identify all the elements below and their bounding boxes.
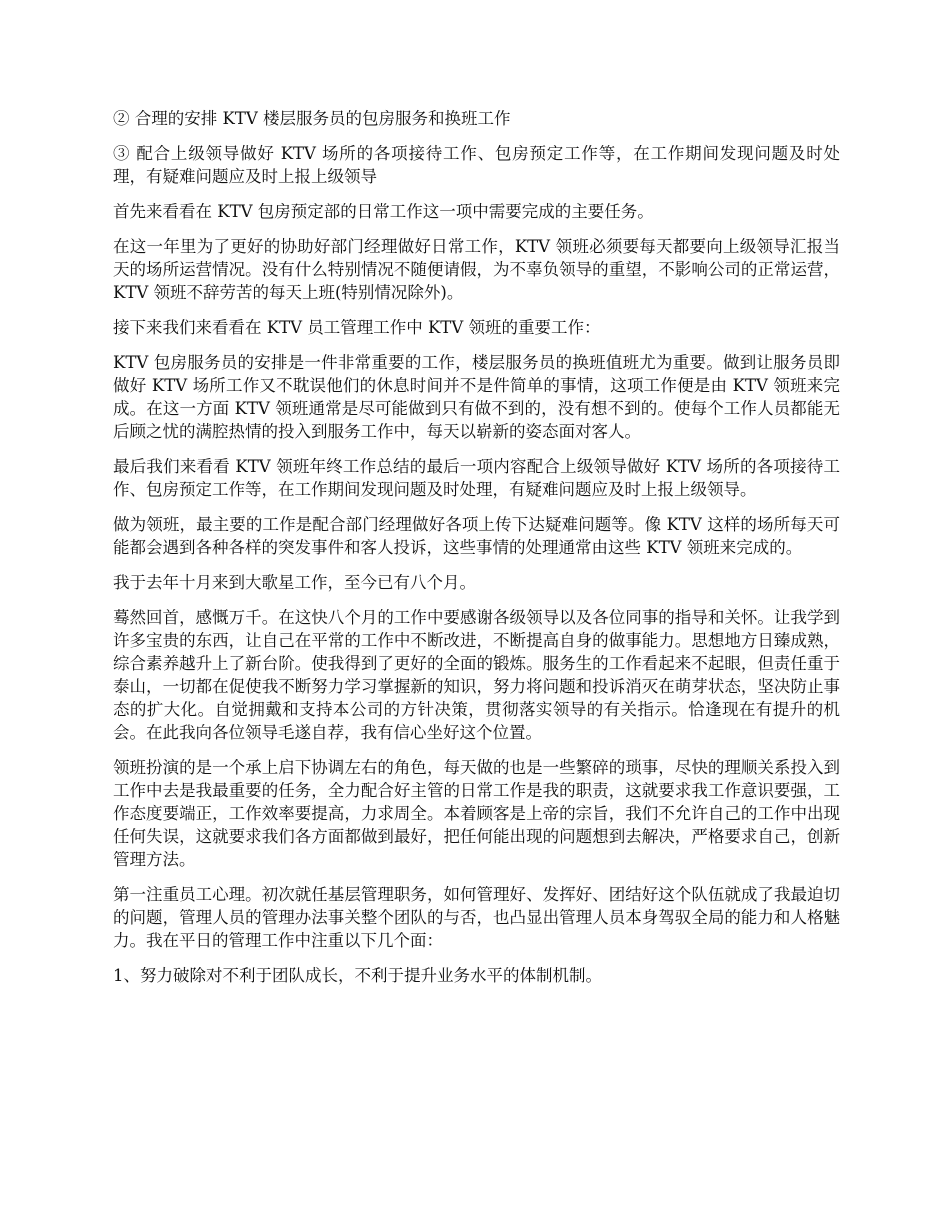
document-page [113,107,840,999]
paragraph-11: 领班扮演的是一个承上启下协调左右的角色，每天做的也是一些繁碎的琐事，尽快的理顺关系投入到工作中去是我最重要的任务，全力配合好主管的日常工作是我的职责，这就要求我工作意识要强，工作态度要端正，工作效率要提高，力求周全。本着顾客是上帝的宗旨，我们不允许自己的工作中出现任何失误，这就要求我们各方面都做到最好，把任何能出现的问题想到去解决，严格要求自己，创新管理方法。 [113,758,840,869]
paragraph-3: 首先来看看在 KTV 包房预定部的日常工作这一项中需要完成的主要任务。 [113,202,654,221]
paragraph-10: 蓦然回首，感慨万千。在这快八个月的工作中要感谢各级领导以及各位同事的指导和关怀。让我学到许多宝贵的东西，让自己在平常的工作中不断改进，不断提高自身的做事能力。思想地方日臻成熟，综合素养越升上了新台阶。使我得到了更好的全面的锻炼。服务生的工作看起来不起眼，但责任重于泰山，一切都在促使我不断努力学习掌握新的知识，努力将问题和投诉消灭在萌芽状态，坚决防止事态的扩大化。自觉拥戴和支持本公司的方针决策，贯彻落实领导的有关指示。恰逢现在有提升的机会。在此我向各位领导毛遂自荐，我有信心坐好这个位置。 [113,608,840,742]
paragraph-6: KTV 包房服务员的安排是一件非常重要的工作，楼层服务员的换班值班尤为重要。做到让服务员即做好 KTV 场所工作又不耽误他们的休息时间并不是件简单的事情，这项工作便是由 KTV 领班来完成。在这一方面 KTV 领班通常是尽可能做到只有做不到的，没有想不到的。使每个工作人员都能无后顾之忧的满腔热情的投入到服务工作中，每天以崭新的姿态面对客人。 [113,353,840,441]
paragraph-12: 第一注重员工心理。初次就任基层管理职务，如何管理好、发挥好、团结好这个队伍就成了我最迫切的问题，管理人员的管理办法事关整个团队的与否，也凸显出管理人员本身驾驭全局的能力和人格魅力。我在平日的管理工作中注重以下几个面： [113,885,840,950]
paragraph-5: 接下来我们来看看在 KTV 员工管理工作中 KTV 领班的重要工作： [113,318,601,337]
paragraph-1: ② 合理的安排 KTV 楼层服务员的包房服务和换班工作 [113,109,511,128]
paragraph-13: 1、努力破除对不利于团队成长，不利于提升业务水平的体制机制。 [113,966,602,985]
paragraph-9: 我于去年十月来到大歌星工作，至今已有八个月。 [113,573,476,592]
paragraph-2: ③ 配合上级领导做好 KTV 场所的各项接待工作、包房预定工作等，在工作期间发现问题及时处理，有疑难问题应及时上报上级领导 [113,144,840,186]
paragraph-8: 做为领班，最主要的工作是配合部门经理做好各项上传下达疑难问题等。像 KTV 这样的场所每天可能都会遇到各种各样的突发事件和客人投诉，这些事情的处理通常由这些 KTV 领班来完成的。 [113,515,840,557]
paragraph-7: 最后我们来看看 KTV 领班年终工作总结的最后一项内容配合上级领导做好 KTV 场所的各项接待工作、包房预定工作等，在工作期间发现问题及时处理，有疑难问题应及时上报上级领导。 [113,457,840,499]
paragraph-4: 在这一年里为了更好的协助好部门经理做好日常工作，KTV 领班必须要每天都要向上级领导汇报当天的场所运营情况。没有什么特别情况不随便请假，为不辜负领导的重望，不影响公司的正常运营，KTV 领班不辞劳苦的每天上班(特别情况除外)。 [113,237,840,302]
